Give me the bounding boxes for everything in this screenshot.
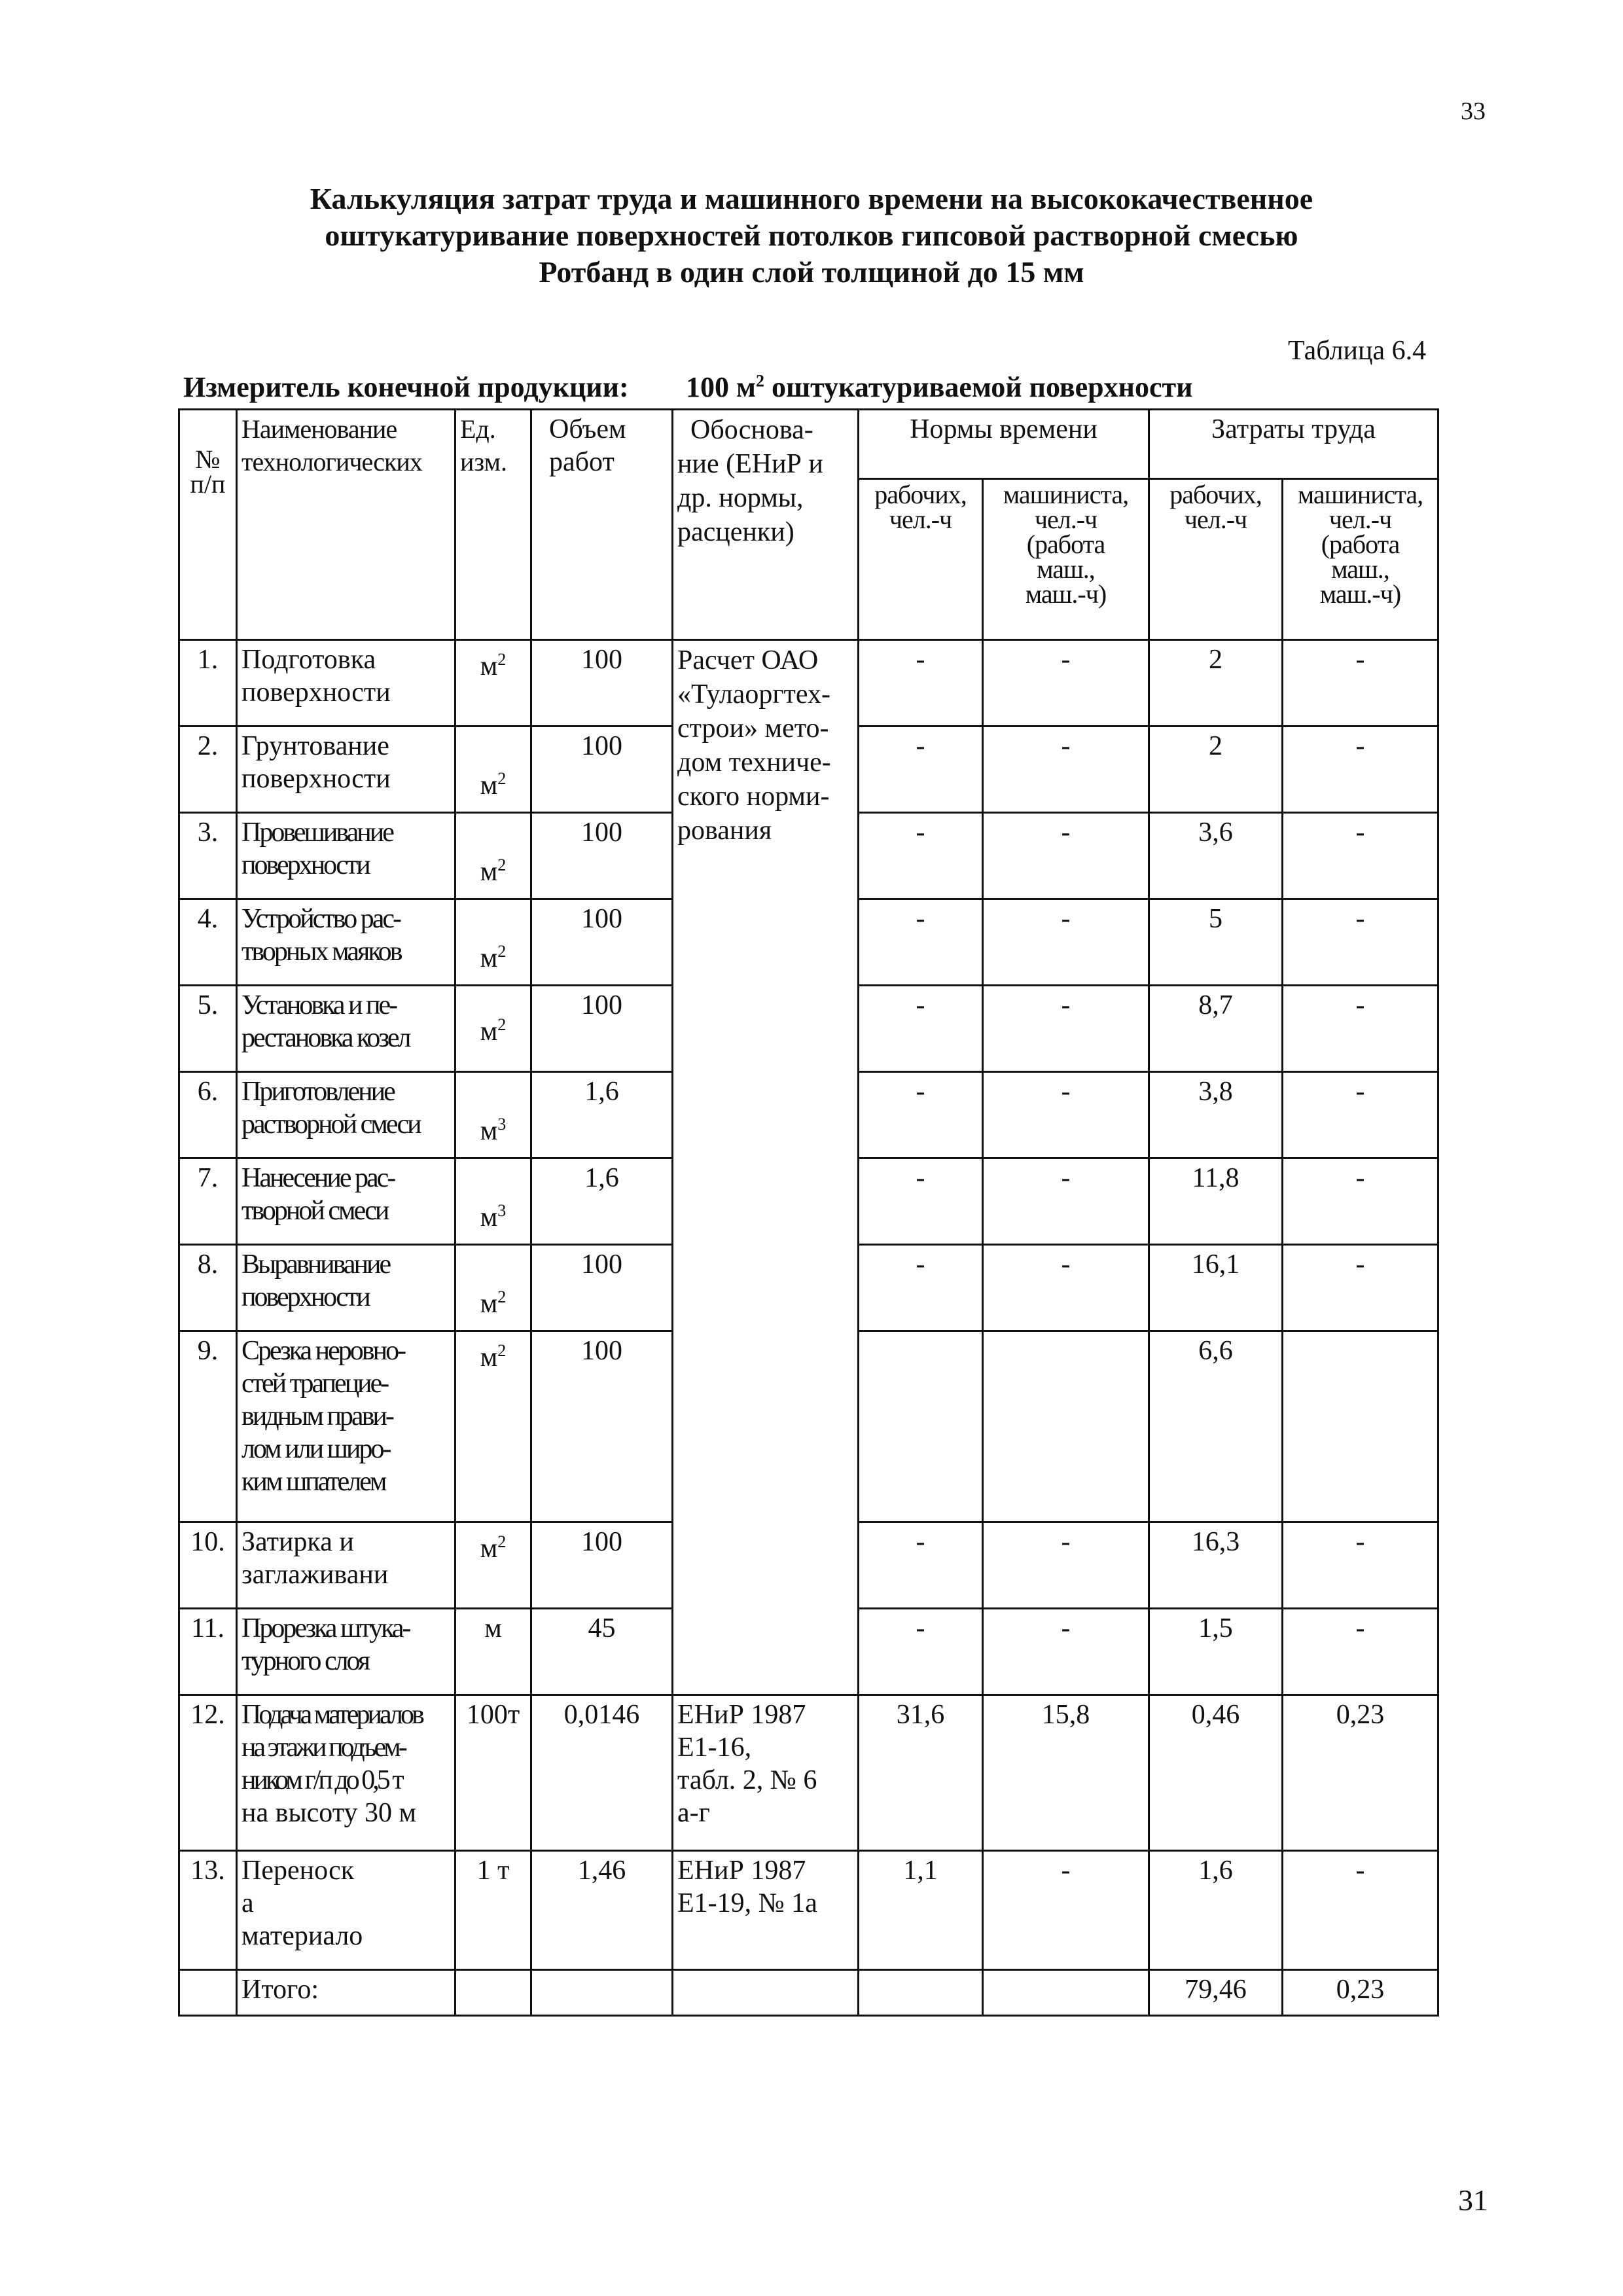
unit-sup: 2: [497, 855, 507, 874]
row-cost-machinists: -: [1283, 1158, 1438, 1245]
row-name-line: стей трапецие-: [241, 1369, 388, 1399]
header-workers-line: рабочих,: [1169, 480, 1262, 509]
row-volume: 45: [531, 1609, 673, 1695]
row-unit: [455, 1331, 531, 1522]
total-row: [179, 1970, 1438, 2016]
header-workers-line: чел.-ч: [889, 505, 952, 534]
row-cost-workers: 1,6: [1149, 1851, 1283, 1970]
row-name-line: лом или широ-: [241, 1434, 390, 1464]
row-name-line: Затирка и: [241, 1527, 354, 1557]
header-volume-line: работ: [549, 447, 615, 477]
unit-base: м: [480, 1202, 498, 1232]
unit-base: м: [480, 770, 498, 800]
total-cost-machinists: 0,23: [1283, 1970, 1438, 2016]
table-row: [179, 1851, 1438, 1970]
row-cost-machinists: -: [1283, 1851, 1438, 1970]
row-norm-workers: -: [859, 986, 983, 1072]
row-name-line: творной смеси: [241, 1196, 388, 1226]
unit-sup: 2: [497, 1015, 507, 1034]
row-name-line: поверхности: [241, 677, 391, 708]
row-cost-machinists: -: [1283, 1522, 1438, 1609]
header-workers-line: чел.-ч: [1184, 505, 1247, 534]
header-name-line: Наименование: [241, 414, 397, 444]
row-norm-workers: 31,6: [859, 1695, 983, 1851]
row-num: 5.: [179, 986, 237, 1072]
row-volume: 1,6: [531, 1158, 673, 1245]
header-norm-machinists: [983, 479, 1149, 640]
row-norm-machinists: -: [983, 726, 1149, 813]
meter-value-suffix: оштукатуриваемой поверхности: [764, 371, 1193, 403]
total-empty: [531, 1970, 673, 2016]
row-name: [237, 813, 455, 899]
row-norm-machinists: -: [983, 1245, 1149, 1331]
row-norm-machinists: 15,8: [983, 1695, 1149, 1851]
header-costs: Затраты труда: [1149, 410, 1438, 479]
header-machinists-line: маш.-ч): [1319, 579, 1401, 609]
row-num: 12.: [179, 1695, 237, 1851]
row-norm-workers: -: [859, 1072, 983, 1158]
header-name: [237, 410, 455, 640]
page-number-top: 33: [1461, 98, 1486, 125]
row-name-line: Подготовка: [241, 645, 376, 675]
row-name-line: Выравнивание: [241, 1249, 390, 1280]
row-norm-workers: -: [859, 1522, 983, 1609]
row-name-line: заглаживани: [241, 1560, 389, 1590]
basis-line: дом техниче-: [677, 747, 831, 778]
unit-base: м: [480, 1016, 498, 1047]
row-name: [237, 1695, 455, 1851]
row-num: 2.: [179, 726, 237, 813]
row-norm-workers: -: [859, 640, 983, 726]
unit-sup: 2: [497, 1341, 507, 1360]
header-machinists-line: маш.,: [1331, 554, 1389, 584]
basis-line: ЕНиР 1987: [677, 1700, 806, 1730]
row-norm-workers: [859, 1331, 983, 1522]
basis-line: табл. 2, № 6: [677, 1765, 817, 1795]
unit-base: м: [480, 1534, 498, 1564]
row-name-line: Устройство рас-: [241, 904, 400, 934]
header-num-line: п/п: [190, 469, 226, 499]
page-number-bottom: 31: [1458, 2183, 1488, 2217]
header-machinists-line: чел.-ч: [1034, 505, 1097, 534]
row-cost-workers: 16,1: [1149, 1245, 1283, 1331]
header-cost-machinists: [1283, 479, 1438, 640]
row-cost-machinists: -: [1283, 726, 1438, 813]
row-name-line: видным прави-: [241, 1401, 393, 1431]
row-norm-machinists: -: [983, 1522, 1149, 1609]
row-name: [237, 1331, 455, 1522]
header-basis-line: ние (ЕНиР и: [677, 449, 823, 479]
row-cost-workers: 8,7: [1149, 986, 1283, 1072]
row-norm-machinists: -: [983, 1158, 1149, 1245]
meter-value-prefix: 100 м: [686, 371, 756, 403]
row-unit: 100т: [455, 1695, 531, 1851]
row-name: [237, 986, 455, 1072]
header-row: [179, 410, 1438, 479]
unit-base: м: [480, 1342, 498, 1372]
header-cost-workers: [1149, 479, 1283, 640]
row-name: [237, 1851, 455, 1970]
row-cost-workers: 1,5: [1149, 1609, 1283, 1695]
row-name-line: материало: [241, 1921, 363, 1951]
row-cost-workers: 0,46: [1149, 1695, 1283, 1851]
row-name: [237, 1158, 455, 1245]
header-unit-line: изм.: [460, 447, 507, 476]
meter-value-sup: 2: [755, 371, 764, 391]
unit-base: м: [484, 1613, 502, 1643]
row-name-line: ким шпателем: [241, 1467, 385, 1497]
row-name-line: на этажи подъем-: [241, 1732, 405, 1763]
unit-base: м: [480, 1116, 498, 1146]
row-cost-workers: 16,3: [1149, 1522, 1283, 1609]
row-cost-machinists: -: [1283, 1609, 1438, 1695]
row-unit: [455, 1158, 531, 1245]
total-empty: [859, 1970, 983, 2016]
row-num: 9.: [179, 1331, 237, 1522]
row-num: 11.: [179, 1609, 237, 1695]
row-name-line: на высоту 30 м: [241, 1798, 417, 1828]
row-norm-workers: -: [859, 1158, 983, 1245]
row-volume: 100: [531, 813, 673, 899]
basis-line: Е1-16,: [677, 1732, 752, 1763]
total-empty: [179, 1970, 237, 2016]
row-name-line: Провешивание: [241, 817, 393, 848]
basis-line: строи» мето-: [677, 713, 829, 744]
row-unit: [455, 899, 531, 986]
row-name: [237, 1072, 455, 1158]
title-line: оштукатуривание поверхностей потолков гипсовой растворной смесью: [325, 219, 1298, 252]
row-name-line: Установка и пе-: [241, 990, 397, 1020]
row-volume: 100: [531, 1331, 673, 1522]
header-machinists-line: маш.-ч): [1025, 579, 1107, 609]
header-volume-line: Объем: [549, 414, 626, 444]
row-unit: [455, 986, 531, 1072]
row-num: 13.: [179, 1851, 237, 1970]
row-name: [237, 899, 455, 986]
header-machinists-line: (работа: [1026, 529, 1105, 559]
row-volume: 0,0146: [531, 1695, 673, 1851]
row-name-line: рестановка козел: [241, 1023, 410, 1053]
row-num: 6.: [179, 1072, 237, 1158]
row-name: [237, 640, 455, 726]
row-name-line: турного слоя: [241, 1646, 369, 1676]
header-machinists-line: (работа: [1321, 529, 1400, 559]
row-name: [237, 1609, 455, 1695]
row-cost-workers: 6,6: [1149, 1331, 1283, 1522]
row-num: 1.: [179, 640, 237, 726]
basis-line: ЕНиР 1987: [677, 1856, 806, 1886]
header-norms: Нормы времени: [859, 410, 1149, 479]
header-unit: [455, 410, 531, 640]
table-row: [179, 1695, 1438, 1851]
header-machinists-line: машиниста,: [1297, 480, 1423, 509]
shared-basis: [673, 640, 859, 1695]
row-num: 3.: [179, 813, 237, 899]
header-workers-line: рабочих,: [874, 480, 967, 509]
basis-line: Е1-19, № 1а: [677, 1888, 817, 1918]
total-empty: [983, 1970, 1149, 2016]
row-unit: [455, 1245, 531, 1331]
row-cost-workers: 2: [1149, 726, 1283, 813]
row-norm-workers: -: [859, 813, 983, 899]
total-empty: [673, 1970, 859, 2016]
row-name-line: Нанесение рас-: [241, 1163, 395, 1193]
row-name: [237, 726, 455, 813]
header-machinists-line: чел.-ч: [1329, 505, 1392, 534]
row-unit: 1 т: [455, 1851, 531, 1970]
row-norm-workers: -: [859, 1609, 983, 1695]
unit-sup: 3: [497, 1115, 507, 1134]
row-norm-machinists: -: [983, 640, 1149, 726]
header-norm-workers: [859, 479, 983, 640]
row-cost-workers: 3,6: [1149, 813, 1283, 899]
row-name-line: Подача материалов: [241, 1700, 422, 1730]
row-unit: [455, 640, 531, 726]
unit-base: м: [480, 943, 498, 973]
title-line: Калькуляция затрат труда и машинного времени на высококачественное: [310, 182, 1313, 215]
header-basis: [673, 410, 859, 640]
header-unit-line: Ед.: [460, 414, 496, 444]
row-cost-machinists: -: [1283, 813, 1438, 899]
row-name-line: Грунтование: [241, 731, 389, 761]
row-norm-machinists: -: [983, 813, 1149, 899]
row-volume: 1,6: [531, 1072, 673, 1158]
table-body: [179, 410, 1438, 2016]
unit-sup: 2: [497, 1532, 507, 1551]
document-title: [183, 181, 1440, 291]
row-name-line: творных маяков: [241, 937, 401, 967]
header-name-line: технологических: [241, 447, 422, 476]
header-volume: [531, 410, 673, 640]
row-basis: [673, 1695, 859, 1851]
row-num: 10.: [179, 1522, 237, 1609]
total-cost-workers: 79,46: [1149, 1970, 1283, 2016]
row-volume: 100: [531, 640, 673, 726]
row-cost-machinists: -: [1283, 986, 1438, 1072]
table-row: [179, 640, 1438, 726]
row-name-line: ником г/п до 0,5 т: [241, 1765, 402, 1795]
basis-line: ского норми-: [677, 781, 830, 812]
basis-line: «Тулаоргтех-: [677, 679, 830, 709]
row-volume: 1,46: [531, 1851, 673, 1970]
meter-label: Измеритель конечной продукции:: [183, 371, 629, 403]
row-cost-workers: 11,8: [1149, 1158, 1283, 1245]
row-num: 4.: [179, 899, 237, 986]
row-unit: [455, 1522, 531, 1609]
row-name-line: поверхности: [241, 850, 369, 880]
row-cost-machinists: 0,23: [1283, 1695, 1438, 1851]
meter-value: [686, 370, 1192, 404]
row-volume: 100: [531, 726, 673, 813]
row-cost-workers: 5: [1149, 899, 1283, 986]
total-empty: [455, 1970, 531, 2016]
row-cost-machinists: -: [1283, 899, 1438, 986]
row-name-line: поверхности: [241, 764, 391, 794]
unit-sup: 2: [497, 769, 507, 788]
row-num: 8.: [179, 1245, 237, 1331]
row-name-line: поверхности: [241, 1282, 369, 1312]
row-unit: [455, 1609, 531, 1695]
row-norm-machinists: -: [983, 899, 1149, 986]
row-norm-workers: -: [859, 726, 983, 813]
unit-sup: 2: [497, 1287, 507, 1306]
header-num: [179, 410, 237, 640]
basis-line: Расчет ОАО: [677, 645, 819, 675]
row-name: [237, 1522, 455, 1609]
unit-base: м: [480, 651, 498, 681]
row-name-line: а: [241, 1888, 254, 1918]
header-basis-line: расценки): [677, 517, 794, 547]
product-meter: [183, 370, 1193, 404]
header-machinists-line: маш.,: [1037, 554, 1095, 584]
row-norm-machinists: -: [983, 1851, 1149, 1970]
row-volume: 100: [531, 986, 673, 1072]
unit-sup: 2: [497, 942, 507, 961]
title-line: Ротбанд в один слой толщиной до 15 мм: [539, 255, 1084, 289]
row-cost-workers: 2: [1149, 640, 1283, 726]
row-name-line: Прорезка штука-: [241, 1613, 410, 1643]
row-norm-machinists: -: [983, 1609, 1149, 1695]
row-num: 7.: [179, 1158, 237, 1245]
row-name-line: растворной смеси: [241, 1109, 420, 1139]
row-norm-workers: 1,1: [859, 1851, 983, 1970]
basis-line: рования: [677, 816, 772, 846]
row-cost-machinists: -: [1283, 640, 1438, 726]
row-norm-workers: -: [859, 899, 983, 986]
row-cost-machinists: -: [1283, 1245, 1438, 1331]
row-norm-machinists: [983, 1331, 1149, 1522]
row-unit: [455, 726, 531, 813]
header-basis-line: др. нормы,: [677, 483, 804, 513]
row-norm-machinists: -: [983, 986, 1149, 1072]
row-cost-workers: 3,8: [1149, 1072, 1283, 1158]
row-volume: 100: [531, 1245, 673, 1331]
row-volume: 100: [531, 899, 673, 986]
unit-sup: 3: [497, 1201, 507, 1220]
row-unit: [455, 813, 531, 899]
row-volume: 100: [531, 1522, 673, 1609]
calculation-table: [178, 408, 1439, 2017]
row-name-line: Приготовление: [241, 1077, 394, 1107]
total-label: Итого:: [237, 1970, 455, 2016]
row-name-line: Срезка неровно-: [241, 1336, 405, 1366]
row-name-line: Переноск: [241, 1856, 355, 1886]
row-norm-machinists: -: [983, 1072, 1149, 1158]
basis-line: а-г: [677, 1798, 710, 1828]
row-norm-workers: -: [859, 1245, 983, 1331]
row-basis: [673, 1851, 859, 1970]
unit-base: м: [480, 1289, 498, 1319]
header-machinists-line: машиниста,: [1003, 480, 1129, 509]
row-cost-machinists: [1283, 1331, 1438, 1522]
header-basis-line: Обоснова-: [690, 415, 813, 445]
table-number: Таблица 6.4: [1288, 336, 1427, 366]
row-name: [237, 1245, 455, 1331]
row-unit: [455, 1072, 531, 1158]
unit-base: м: [480, 857, 498, 887]
unit-sup: 2: [497, 650, 507, 669]
header-num-line: №: [195, 444, 221, 474]
row-cost-machinists: -: [1283, 1072, 1438, 1158]
